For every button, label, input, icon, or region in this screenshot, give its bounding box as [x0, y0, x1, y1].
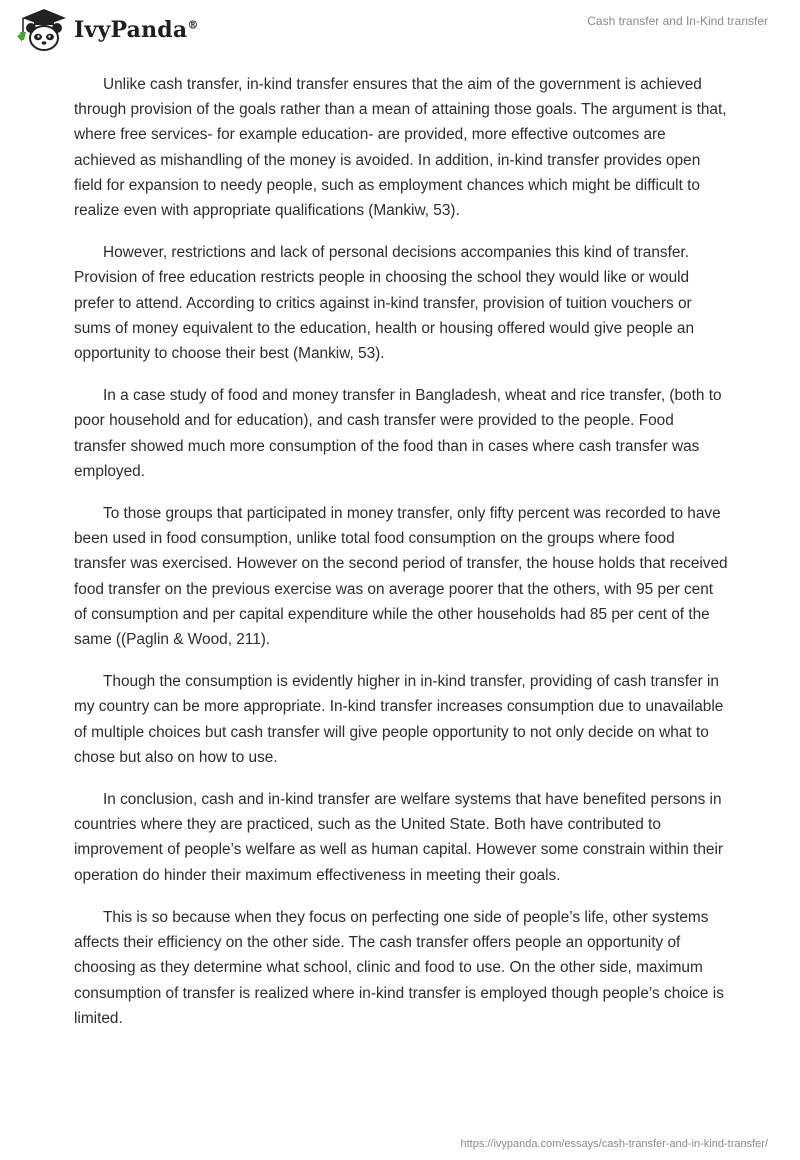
- brand-name: [74, 17, 199, 43]
- paragraph: In conclusion, cash and in-kind transfer are welfare systems that have benefited persons in countries where they are practiced, such as the United State. Both have contributed to improvement of people’s welfare as well as human capital. However some constrain within their operation do hinder their maximum effectiveness in meeting their goals.: [74, 791, 723, 884]
- paragraph: However, restrictions and lack of personal decisions accompanies this kind of transfer. Provision of free education restricts people in choosing the school they would like or would prefer to attend. According to critics against in-kind transfer, provision of tuition vouchers or sums of money equivalent to the education, health or housing offered would give people an opportunity to choose their best (Mankiw, 53).: [74, 244, 695, 363]
- paragraph: To those groups that participated in money transfer, only fifty percent was recorded to have been used in food consumption, unlike total food consumption on the groups where food transfer was exercised. However on the second period of transfer, the house holds that received food transfer on the previous exercise was on average poorer that the others, with 95 per cent of consumption and per capital expenditure while the other households had 85 per cent of the same ((Paglin & Wood, 211).: [74, 505, 728, 649]
- page-header: [0, 0, 800, 60]
- brand-text: IvyPanda: [74, 17, 188, 43]
- registered-mark: ®: [187, 18, 199, 32]
- document-title: Cash transfer and In-Kind transfer: [587, 14, 768, 28]
- paragraph: In a case study of food and money transfer in Bangladesh, wheat and rice transfer, (both to poor household and for education), and cash transfer were provided to the people. Food transfer showed much more consumption of the food than in cases where cash transfer was employed.: [74, 387, 722, 480]
- essay-body: [74, 72, 728, 1048]
- paragraph: Though the consumption is evidently higher in in-kind transfer, providing of cash transfer in my country can be more appropriate. In-kind transfer increases consumption due to unavailable of multiple choices but cash transfer will give people opportunity to not only decide on what to chose but also on how to use.: [74, 673, 724, 766]
- paragraph: This is so because when they focus on perfecting one side of people’s life, other systems affects their efficiency on the other side. The cash transfer offers people an opportunity of choosing as they determine what school, clinic and food to use. On the other side, maximum consumption of transfer is realized where in-kind transfer is employed though people’s choice is limited.: [74, 908, 724, 1027]
- ivypanda-logo[interactable]: [14, 6, 199, 54]
- panda-graduate-icon: [14, 6, 70, 54]
- source-url[interactable]: https://ivypanda.com/essays/cash-transfer-and-in-kind-transfer/: [460, 1138, 768, 1150]
- paragraph: Unlike cash transfer, in-kind transfer ensures that the aim of the government is achieved through provision of the goals rather than a mean of attaining those goals. The argument is that, where free services- for example education- are provided, more effective outcomes are achieved as mishandling of the money is avoided. In addition, in-kind transfer provides open field for expansion to needy people, such as employment chances which might be difficult to realize even with appropriate qualifications (Mankiw, 53).: [74, 76, 727, 220]
